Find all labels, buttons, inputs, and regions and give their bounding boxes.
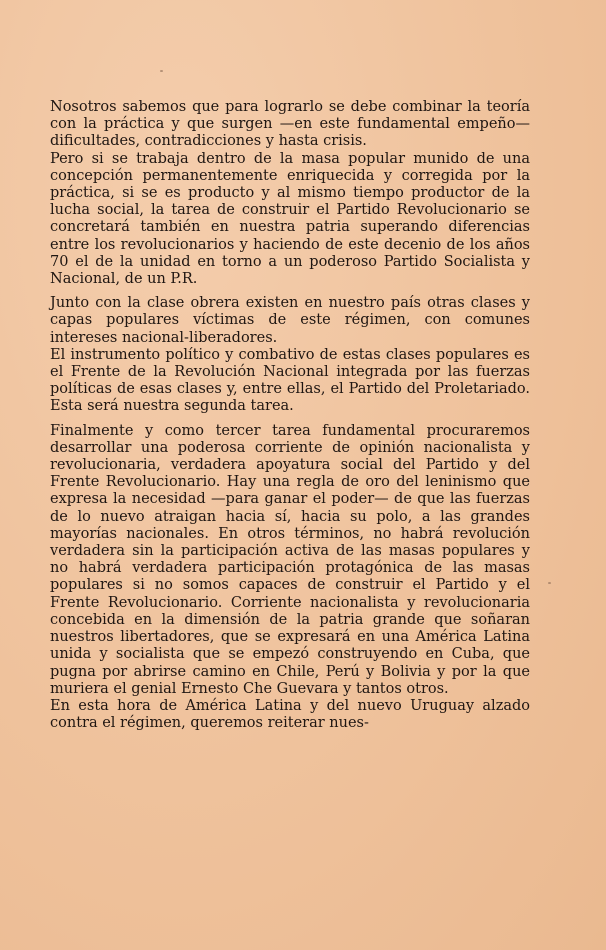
- paragraph: Junto con la clase obrera existen en nuestro país otras clases y capas populares víctimas de este régimen, con comunes intereses nacional-liberadores.: [50, 295, 530, 346]
- body-text: [50, 99, 530, 732]
- paragraph: En esta hora de América Latina y del nuevo Uruguay alzado contra el régimen, queremos reiterar nues-: [50, 697, 530, 732]
- paper-speck: [160, 70, 163, 72]
- paper-speck: [548, 582, 551, 584]
- paragraph: Pero si se trabaja dentro de la masa popular munido de una concepción permanentemente enriquecida y corregida por la práctica, si se es producto y al mismo tiempo productor de la lucha social, la tarea de construir el Partido Revolucionario se concretará también en nuestra patria superando diferencias entre los revolucionarios y haciendo de este decenio de los años 70 el de la unidad en torno a un poderoso Partido Socialista y Nacional, de un P.R.: [50, 150, 530, 288]
- paragraph: El instrumento político y combativo de estas clases populares es el Frente de la Revolución Nacional integrada por las fuerzas políticas de esas clases y, entre ellas, el Partido del Proletariado. Esta será nuestra segunda tarea.: [50, 346, 530, 415]
- paragraph: Finalmente y como tercer tarea fundamental procuraremos desarrollar una poderosa corriente de opinión nacionalista y revolucionaria, verdadera apoyatura social del Partido y del Frente Revolucionario. Hay una regla de oro del leninismo que expresa la necesidad —para ganar el poder— de que las fuerzas de lo nuevo atraigan hacia sí, hacia su polo, a las grandes mayorías nacionales. En otros términos, no habrá revolución verdadera sin la participación activa de las masas populares y no habrá verdadera participación protagónica de las masas populares si no somos capaces de construir el Partido y el Frente Revolucionario. Corriente nacionalista y revolucionaria concebida en la dimensión de la patria grande que soñaran nuestros libertadores, que se expresará en una América Latina unida y socialista que se empezó construyendo en Cuba, que pugna por abrirse camino en Chile, Perú y Bolivia y por la que muriera el genial Ernesto Che Guevara y tantos otros.: [50, 422, 530, 697]
- paragraph: Nosotros sabemos que para lograrlo se debe combinar la teoría con la práctica y que surgen —en este fundamental empeño— dificultades, contradicciones y hasta crisis.: [50, 99, 530, 150]
